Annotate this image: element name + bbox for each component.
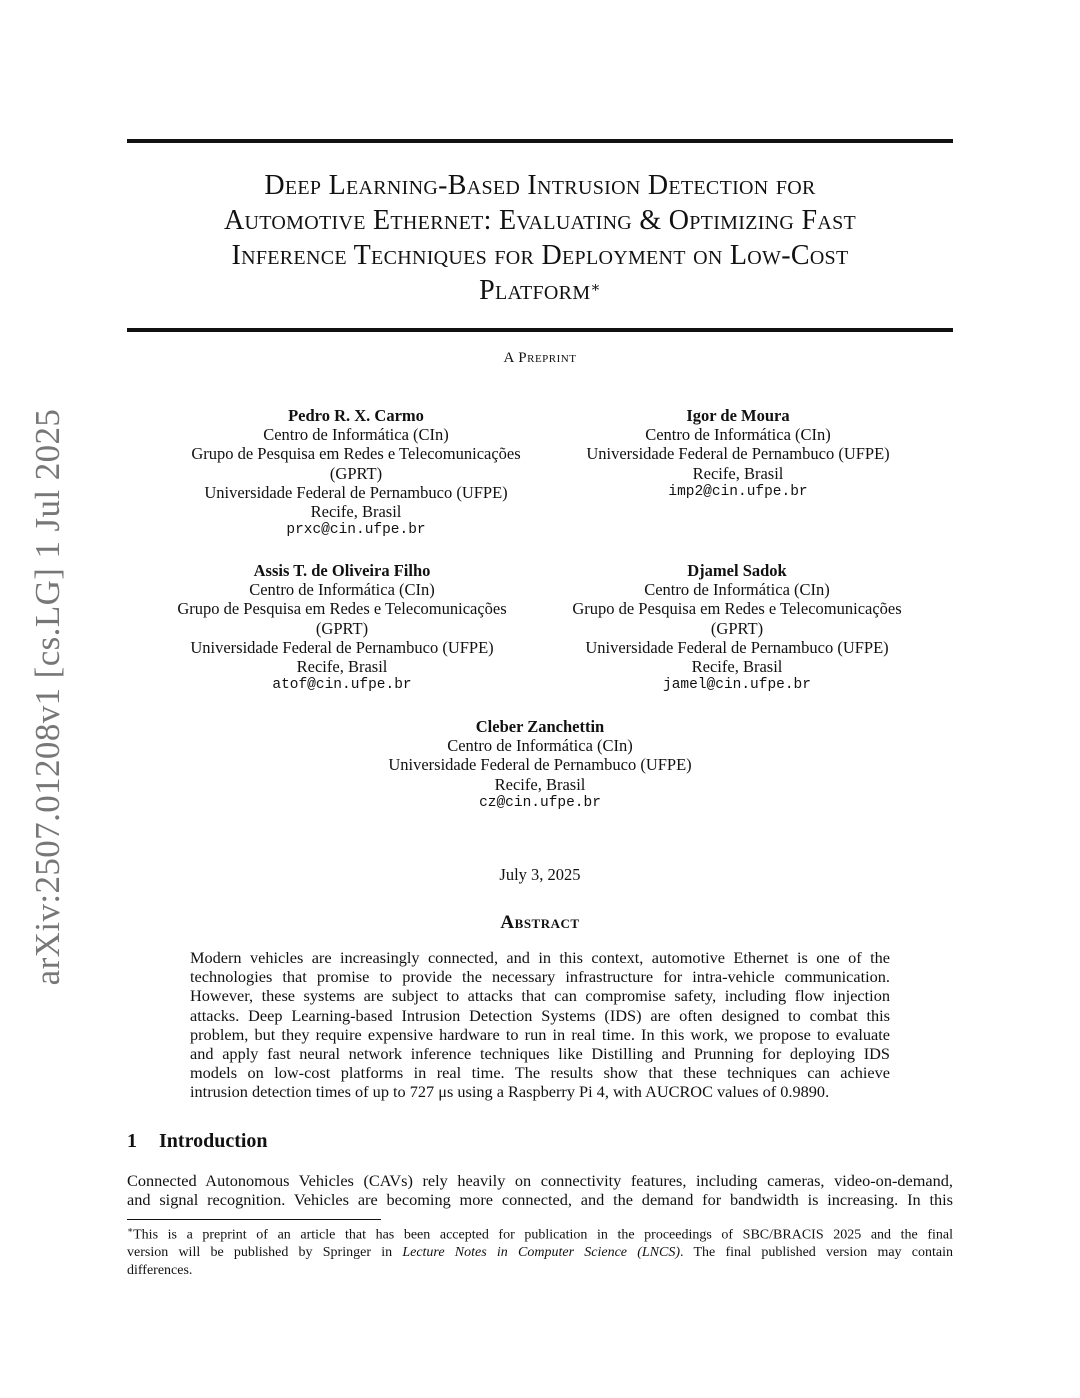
author-affiliation: Centro de Informática (CIn) xyxy=(644,580,830,600)
author-block xyxy=(360,717,720,813)
author-location: Recife, Brasil xyxy=(310,502,402,522)
author-affiliation: Centro de Informática (CIn) xyxy=(249,580,435,600)
paper-title xyxy=(127,168,953,308)
abstract-line: and apply fast neural network inference techniques like Distilling and Prunning for deploying IDS xyxy=(190,1044,890,1064)
section-heading xyxy=(127,1130,268,1153)
title-line: Automotive Ethernet: Evaluating & Optimizing Fast xyxy=(223,205,857,236)
author-email[interactable]: cz@cin.ufpe.br xyxy=(479,794,601,811)
title-line-text: Platform xyxy=(479,275,591,306)
author-email[interactable]: prxc@cin.ufpe.br xyxy=(286,522,426,539)
author-name: Djamel Sadok xyxy=(687,561,787,580)
author-block xyxy=(557,561,917,695)
footnote-text: version will be published by Springer in xyxy=(127,1245,403,1261)
author-location: Recife, Brasil xyxy=(296,657,388,677)
preprint-label: A Preprint xyxy=(503,350,577,366)
publication-date: July 3, 2025 xyxy=(499,865,581,884)
footnote-line xyxy=(127,1244,953,1262)
title-top-rule xyxy=(127,139,953,143)
intro-line: and signal recognition. Vehicles are becoming more connected, and the demand for bandwidth is increasing. In this xyxy=(127,1190,953,1210)
title-line xyxy=(127,273,953,308)
author-block xyxy=(176,406,536,540)
author-location: Recife, Brasil xyxy=(494,774,586,794)
footnote-text: . The final published version may contain xyxy=(680,1245,953,1261)
title-footnote-mark: ∗ xyxy=(590,280,601,296)
author-affiliation: Grupo de Pesquisa em Redes e Telecomunicações xyxy=(177,599,507,619)
author-affiliation: Grupo de Pesquisa em Redes e Telecomunicações xyxy=(191,444,521,464)
footnote-line xyxy=(127,1222,953,1244)
footnote-rule xyxy=(127,1219,381,1220)
author-email[interactable]: atof@cin.ufpe.br xyxy=(272,677,412,694)
abstract-line: attacks. Deep Learning-based Intrusion Detection Systems (IDS) are often designed to combat this xyxy=(190,1005,890,1025)
arxiv-stamp xyxy=(26,404,70,990)
author-name: Pedro R. X. Carmo xyxy=(288,406,424,425)
abstract-line: However, these systems are subject to attacks that can compromise safety, including flow injection xyxy=(190,986,890,1006)
title-bottom-rule xyxy=(127,328,953,332)
author-affiliation: Universidade Federal de Pernambuco (UFPE) xyxy=(388,755,692,775)
author-email[interactable]: jamel@cin.ufpe.br xyxy=(663,677,811,694)
author-affiliation: (GPRT) xyxy=(329,463,383,483)
footnote-venue: Lecture Notes in Computer Science (LNCS) xyxy=(402,1245,681,1261)
title-line: Deep Learning-Based Intrusion Detection for xyxy=(264,170,816,201)
abstract-line: intrusion detection times of up to 727 μs using a Raspberry Pi 4, with AUCROC values of 0.9890. xyxy=(190,1082,830,1102)
title-line: Inference Techniques for Deployment on Low-Cost xyxy=(231,240,849,271)
author-affiliation: Universidade Federal de Pernambuco (UFPE) xyxy=(204,482,508,502)
author-location: Recife, Brasil xyxy=(691,657,783,677)
footnote-line: differences. xyxy=(127,1262,193,1278)
author-name: Assis T. de Oliveira Filho xyxy=(253,561,431,580)
author-email[interactable]: imp2@cin.ufpe.br xyxy=(668,483,808,500)
author-affiliation: Grupo de Pesquisa em Redes e Telecomunicações xyxy=(572,599,902,619)
author-affiliation: Centro de Informática (CIn) xyxy=(263,425,449,445)
intro-line: Connected Autonomous Vehicles (CAVs) rely heavily on connectivity features, including cameras, video-on-demand, xyxy=(127,1171,953,1190)
author-location: Recife, Brasil xyxy=(692,463,784,483)
abstract-heading: Abstract xyxy=(500,912,580,933)
author-affiliation: Universidade Federal de Pernambuco (UFPE) xyxy=(586,444,890,464)
author-name: Igor de Moura xyxy=(686,406,790,425)
author-affiliation: Universidade Federal de Pernambuco (UFPE) xyxy=(585,637,889,657)
author-affiliation: (GPRT) xyxy=(710,618,764,638)
author-block xyxy=(162,561,522,695)
arxiv-stamp-text: arXiv:2507.01208v1 [cs.LG] 1 Jul 2025 xyxy=(28,408,67,986)
author-affiliation: Universidade Federal de Pernambuco (UFPE) xyxy=(190,637,494,657)
author-block xyxy=(558,406,918,502)
author-affiliation: Centro de Informática (CIn) xyxy=(645,425,831,445)
abstract-line: problem, but they require expensive hardware to run in real time. In this work, we propose to evaluate xyxy=(190,1024,890,1044)
footnote-mark: ∗ xyxy=(127,1225,134,1235)
footnote xyxy=(127,1222,953,1279)
section-title: Introduction xyxy=(159,1130,268,1152)
intro-paragraph xyxy=(127,1171,953,1210)
abstract-line: models on low-cost platforms in real time. The results show that these techniques can achieve xyxy=(190,1063,890,1083)
section-number: 1 xyxy=(127,1130,137,1152)
abstract-line: Modern vehicles are increasingly connected, and in this context, automotive Ethernet is one of the xyxy=(190,948,890,967)
author-affiliation: Centro de Informática (CIn) xyxy=(447,736,633,756)
abstract-line: technologies that promise to provide the necessary infrastructure for intra-vehicle communication. xyxy=(190,967,890,987)
abstract-body xyxy=(190,948,890,1102)
author-name: Cleber Zanchettin xyxy=(475,717,605,736)
footnote-text: This is a preprint of an article that has been accepted for publication in the proceedings of SBC/BRACIS 2025 and the final xyxy=(133,1227,953,1243)
author-affiliation: (GPRT) xyxy=(315,618,369,638)
